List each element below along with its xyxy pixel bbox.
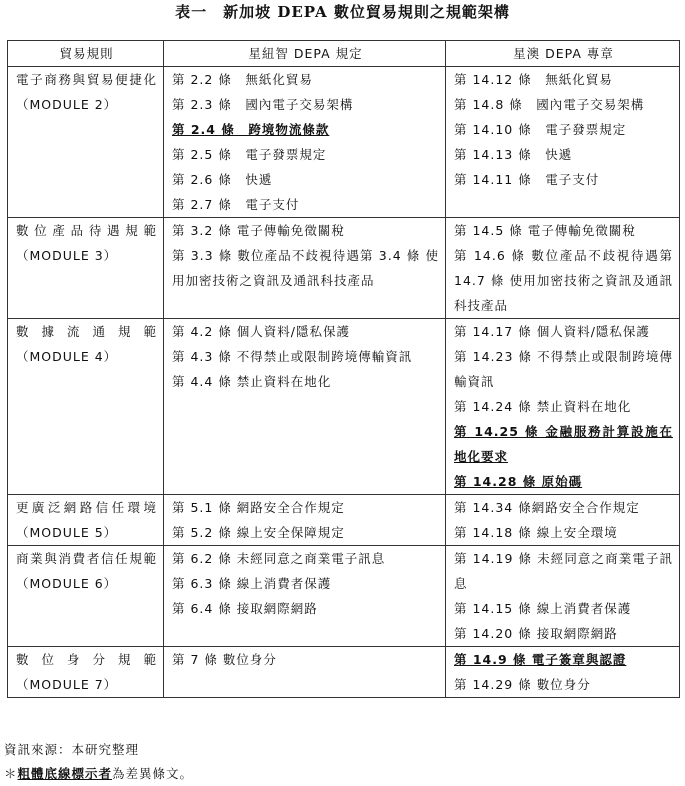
table-row [8, 495, 680, 546]
sadea-cell [446, 495, 680, 546]
depa-cell [164, 67, 446, 218]
depa-cell [164, 218, 446, 319]
sadea-cell [446, 218, 680, 319]
article-item: 第 14.13 條 快遞 [454, 147, 573, 162]
header-trade-rule: 貿易規則 [8, 41, 164, 67]
article-item: 第 14.34 條網路安全合作規定 [454, 500, 640, 515]
trade-rule-cell [8, 647, 164, 698]
difference-note [4, 762, 674, 786]
article-item: 第 14.24 條 禁止資料在地化 [454, 399, 632, 414]
table-row [8, 67, 680, 218]
difference-article: 第 14.25 條 金融服務計算設施在地化要求 [454, 424, 673, 464]
header-row [8, 41, 680, 67]
article-item: 第 6.4 條 接取網際網路 [172, 601, 318, 616]
article-item: 第 2.2 條 無紙化貿易 [172, 72, 313, 87]
difference-article: 第 2.4 條 跨境物流條款 [172, 122, 330, 137]
footnotes [4, 738, 674, 786]
table-row [8, 218, 680, 319]
sadea-cell [446, 647, 680, 698]
article-item: 第 5.2 條 線上安全保障規定 [172, 525, 345, 540]
depa-cell [164, 319, 446, 495]
table-title: 表一 新加坡 DEPA 數位貿易規則之規範架構 [175, 3, 510, 21]
trade-rule-label: 數據流通規範（MODULE 4） [16, 324, 157, 364]
depa-comparison-table [7, 40, 680, 698]
trade-rule-cell [8, 495, 164, 546]
header-sadea: 星澳 DEPA 專章 [446, 41, 680, 67]
trade-rule-cell [8, 319, 164, 495]
article-item: 第 4.2 條 個人資料/隱私保護 [172, 324, 351, 339]
article-item: 第 14.23 條 不得禁止或限制跨境傳輸資訊 [454, 349, 673, 389]
note-suffix: 為差異條文。 [112, 766, 194, 781]
article-item: 第 14.6 條 數位產品不歧視待遇第 14.7 條 使用加密技術之資訊及通訊科技產品 [454, 248, 673, 313]
header-depa: 星紐智 DEPA 規定 [164, 41, 446, 67]
article-item: 第 14.19 條 未經同意之商業電子訊息 [454, 551, 673, 591]
source-note: 資訊來源：本研究整理 [4, 742, 140, 757]
trade-rule-label: 數位身分規範（MODULE 7） [16, 652, 157, 692]
article-item: 第 7 條 數位身分 [172, 652, 277, 667]
table-row [8, 319, 680, 495]
note-emphasis: 粗體底線標示者 [17, 766, 113, 781]
article-item: 第 14.12 條 無紙化貿易 [454, 72, 613, 87]
difference-article: 第 14.9 條 電子簽章與認證 [454, 652, 627, 667]
article-item: 第 6.2 條 未經同意之商業電子訊息 [172, 551, 386, 566]
trade-rule-label: 電子商務與貿易便捷化（MODULE 2） [16, 72, 157, 112]
article-item: 第 2.6 條 快遞 [172, 172, 273, 187]
article-item: 第 3.2 條 電子傳輸免徵關稅 [172, 223, 345, 238]
article-item: 第 14.5 條 電子傳輸免徵關稅 [454, 223, 636, 238]
article-item: 第 14.29 條 數位身分 [454, 677, 591, 692]
article-item: 第 4.4 條 禁止資料在地化 [172, 374, 332, 389]
trade-rule-cell [8, 67, 164, 218]
article-item: 第 2.7 條 電子支付 [172, 197, 300, 212]
table-row [8, 647, 680, 698]
depa-cell [164, 546, 446, 647]
article-item: 第 3.3 條 數位產品不歧視待遇第 3.4 條 使用加密技術之資訊及通訊科技產品 [172, 248, 439, 288]
sadea-cell [446, 319, 680, 495]
trade-rule-label: 商業與消費者信任規範（MODULE 6） [16, 551, 157, 591]
trade-rule-label: 更廣泛網路信任環境（MODULE 5） [16, 500, 157, 540]
trade-rule-cell [8, 546, 164, 647]
table-row [8, 546, 680, 647]
trade-rule-label: 數位產品待遇規範（MODULE 3） [16, 223, 157, 263]
difference-article: 第 14.28 條 原始碼 [454, 474, 583, 489]
sadea-cell [446, 67, 680, 218]
article-item: 第 5.1 條 網路安全合作規定 [172, 500, 345, 515]
article-item: 第 6.3 條 線上消費者保護 [172, 576, 332, 591]
article-item: 第 2.5 條 電子發票規定 [172, 147, 327, 162]
article-item: 第 14.18 條 線上安全環境 [454, 525, 618, 540]
depa-cell [164, 647, 446, 698]
article-item: 第 14.17 條 個人資料/隱私保護 [454, 324, 650, 339]
article-item: 第 14.15 條 線上消費者保護 [454, 601, 632, 616]
article-item: 第 2.3 條 國內電子交易架構 [172, 97, 354, 112]
article-item: 第 14.20 條 接取網際網路 [454, 626, 618, 641]
trade-rule-cell [8, 218, 164, 319]
article-item: 第 4.3 條 不得禁止或限制跨境傳輸資訊 [172, 349, 413, 364]
article-item: 第 14.10 條 電子發票規定 [454, 122, 627, 137]
article-item: 第 14.8 條 國內電子交易架構 [454, 97, 645, 112]
note-prefix: ＊ [4, 766, 18, 781]
sadea-cell [446, 546, 680, 647]
depa-cell [164, 495, 446, 546]
article-item: 第 14.11 條 電子支付 [454, 172, 600, 187]
